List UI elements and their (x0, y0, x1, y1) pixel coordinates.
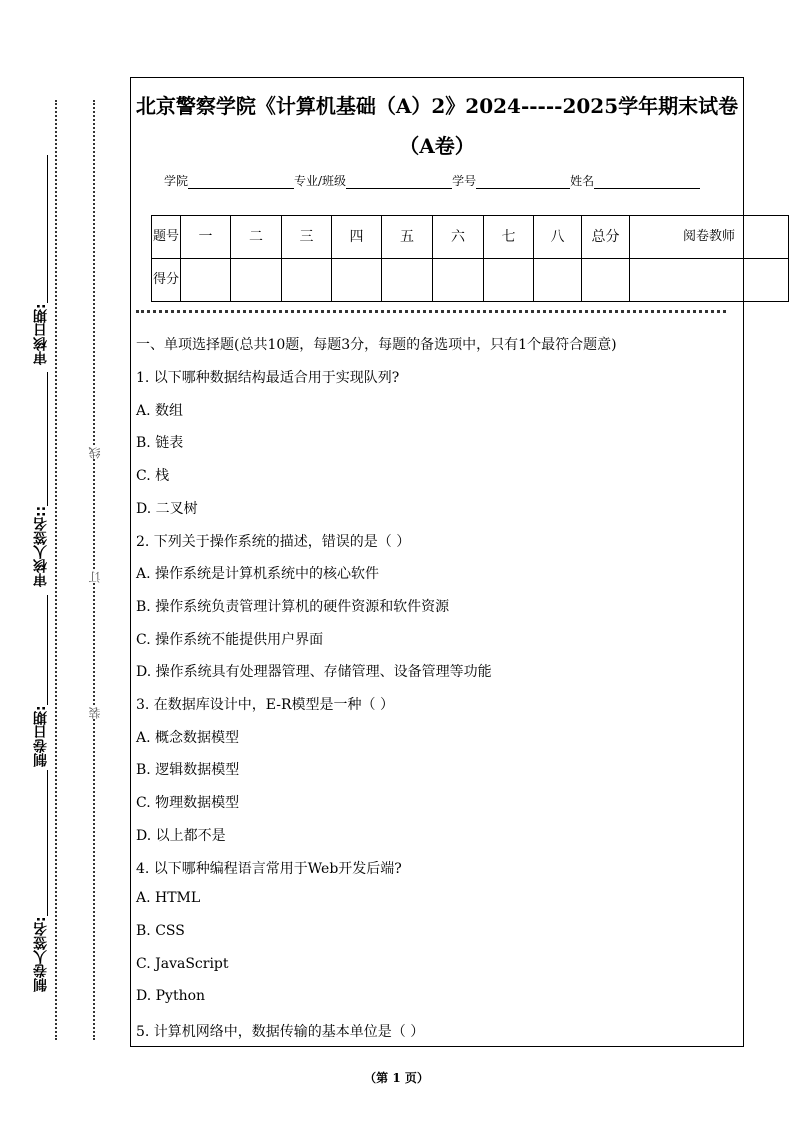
question-number-label: 题号 (152, 216, 181, 259)
answer-option: A. HTML (136, 890, 201, 907)
reviewer-signature-label: 审核人签名:: (33, 505, 49, 587)
answer-option: D. 操作系统具有处理器管理、存储管理、设备管理等功能 (136, 664, 492, 681)
answer-option: C. 操作系统不能提供用户界面 (136, 631, 324, 648)
answer-option: C. JavaScript (136, 955, 229, 972)
binding-dotted-line-outer (55, 100, 57, 1040)
answer-option: A. 操作系统是计算机系统中的核心软件 (136, 566, 380, 583)
column-header: 四 (332, 216, 382, 259)
score-cell[interactable] (433, 259, 484, 302)
score-cell[interactable] (630, 259, 789, 302)
answer-option: B. 操作系统负责管理计算机的硬件资源和软件资源 (136, 598, 450, 615)
column-header: 七 (484, 216, 534, 259)
exam-title: 北京警察学院《计算机基础（A）2》2024-----2025学年期末试卷 (135, 94, 739, 118)
score-cell[interactable] (282, 259, 332, 302)
student-info-fields (164, 172, 700, 189)
score-cell[interactable] (534, 259, 582, 302)
setter-date-field (30, 595, 52, 767)
college-blank[interactable] (188, 174, 294, 189)
score-cell[interactable] (582, 259, 630, 302)
answer-option: A. 概念数据模型 (136, 729, 240, 746)
answer-option: A. 数组 (136, 402, 184, 419)
column-header: 二 (231, 216, 282, 259)
exam-subtitle: （A卷） (399, 134, 475, 158)
answer-option: B. 链表 (136, 435, 184, 452)
column-header: 一 (181, 216, 231, 259)
question-stem: 1. 以下哪种数据结构最适合用于实现队列? (136, 370, 400, 386)
score-cell[interactable] (181, 259, 231, 302)
question-stem: 2. 下列关于操作系统的描述，错误的是（ ） (136, 533, 411, 550)
college-label: 学院 (164, 174, 189, 188)
section-heading: 一、单项选择题(总共10题，每题3分，每题的备选项中，只有1个最符合题意) (136, 337, 617, 353)
binding-mark-zhuang: 装 (88, 707, 102, 719)
question-stem: 4. 以下哪种编程语言常用于Web开发后端? (136, 860, 402, 877)
answer-option: C. 栈 (136, 468, 170, 485)
setter-signature-field (30, 770, 52, 992)
answer-option: D. 以上都不是 (136, 827, 226, 844)
answer-option: D. Python (136, 988, 206, 1005)
column-header: 八 (534, 216, 582, 259)
question-stem: 3. 在数据库设计中，E-R模型是一种（ ） (136, 697, 395, 713)
binding-mark-ding: 订 (88, 571, 102, 583)
answer-option: C. 物理数据模型 (136, 795, 240, 812)
review-date-field (30, 155, 52, 365)
score-row (152, 259, 789, 302)
score-cell[interactable] (332, 259, 382, 302)
column-header: 六 (433, 216, 484, 259)
answer-option: B. 逻辑数据模型 (136, 762, 240, 779)
review-date-label: 审核日期: (33, 303, 49, 365)
score-table-header-row (152, 216, 789, 259)
column-header: 五 (382, 216, 433, 259)
reviewer-signature-field (30, 372, 52, 587)
setter-signature-label: 制卷人签名: (33, 916, 49, 992)
score-cell[interactable] (231, 259, 282, 302)
name-blank[interactable] (594, 174, 700, 189)
question-stem: 5. 计算机网络中，数据传输的基本单位是（ ） (136, 1024, 425, 1040)
name-label: 姓名 (570, 174, 595, 188)
setter-date-label: 制卷日期: (33, 705, 49, 767)
answer-option: D. 二叉树 (136, 500, 198, 517)
score-table (151, 215, 789, 302)
score-cell[interactable] (484, 259, 534, 302)
score-label: 得分 (152, 259, 181, 302)
column-header: 阅卷教师 (630, 216, 789, 259)
binding-mark-xian: 线 (88, 447, 102, 459)
score-cell[interactable] (382, 259, 433, 302)
binding-dotted-line-inner (93, 100, 95, 1040)
column-header: 三 (282, 216, 332, 259)
major-class-blank[interactable] (346, 174, 452, 189)
student-id-blank[interactable] (476, 174, 570, 189)
student-id-label: 学号 (452, 174, 477, 188)
page-number: （第 1 页） (364, 1071, 429, 1085)
major-class-label: 专业/班级 (294, 174, 347, 188)
answer-option: B. CSS (136, 922, 185, 939)
column-header: 总分 (582, 216, 630, 259)
dotted-separator (136, 310, 726, 313)
